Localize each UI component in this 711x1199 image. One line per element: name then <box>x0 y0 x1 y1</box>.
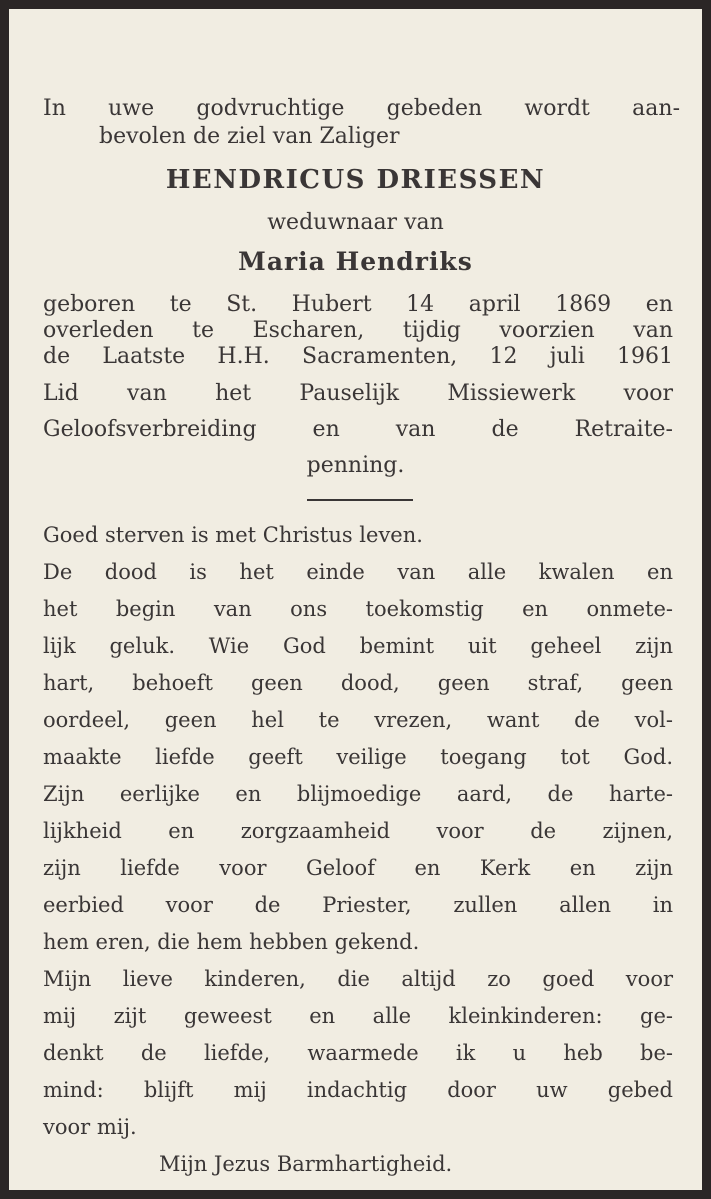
intro-line-2: bevolen de ziel van Zaliger <box>99 124 400 149</box>
intro-line-1: In uwe godvruchtige gebeden wordt aan- <box>43 96 680 121</box>
spouse-name: Maria Hendriks <box>238 247 473 276</box>
body-line: lijkheid en zorgzaamheid voor de zijnen, <box>43 819 673 843</box>
birth-death-line-2: overleden te Escharen, tijdig voorzien van <box>43 318 673 343</box>
birth-death-line-3: de Laatste H.H. Sacramenten, 12 juli 1961 <box>43 344 673 369</box>
body-line: oordeel, geen hel te vrezen, want de vol- <box>43 708 673 732</box>
body-first-line: Goed sterven is met Christus leven. <box>43 523 423 547</box>
body-line: hem eren, die hem hebben gekend. <box>43 930 420 954</box>
body-line: hart, behoeft geen dood, geen straf, geen <box>43 671 673 695</box>
membership-line-1: Lid van het Pauselijk Missiewerk voor <box>43 381 673 406</box>
body-line: mind: blijft mij indachtig door uw gebed <box>43 1078 673 1102</box>
body-line: denkt de liefde, waarmede ik u heb be- <box>43 1041 673 1065</box>
membership-line-3: penning. <box>306 453 405 478</box>
closing-prayer: Mijn Jezus Barmhartigheid. <box>159 1152 453 1176</box>
birth-death-line-1: geboren te St. Hubert 14 april 1869 en <box>43 292 673 317</box>
relation-text: weduwnaar van <box>267 210 444 235</box>
body-line: eerbied voor de Priester, zullen allen in <box>43 893 673 917</box>
deceased-name: HENDRICUS DRIESSEN <box>165 165 546 195</box>
divider-line <box>307 499 413 501</box>
body-line: mij zijt geweest en alle kleinkinderen: ge- <box>43 1004 673 1028</box>
body-line: Mijn lieve kinderen, die altijd zo goed voor <box>43 967 673 991</box>
body-line: lijk geluk. Wie God bemint uit geheel zijn <box>43 634 673 658</box>
membership-line-2: Geloofsverbreiding en van de Retraite- <box>43 417 673 442</box>
body-line: zijn liefde voor Geloof en Kerk en zijn <box>43 856 673 880</box>
body-line: De dood is het einde van alle kwalen en <box>43 560 673 584</box>
body-line: voor mij. <box>43 1115 137 1139</box>
body-line: maakte liefde geeft veilige toegang tot God. <box>43 745 673 769</box>
body-line: Zijn eerlijke en blijmoedige aard, de harte- <box>43 782 673 806</box>
body-line: het begin van ons toekomstig en onmete- <box>43 597 673 621</box>
